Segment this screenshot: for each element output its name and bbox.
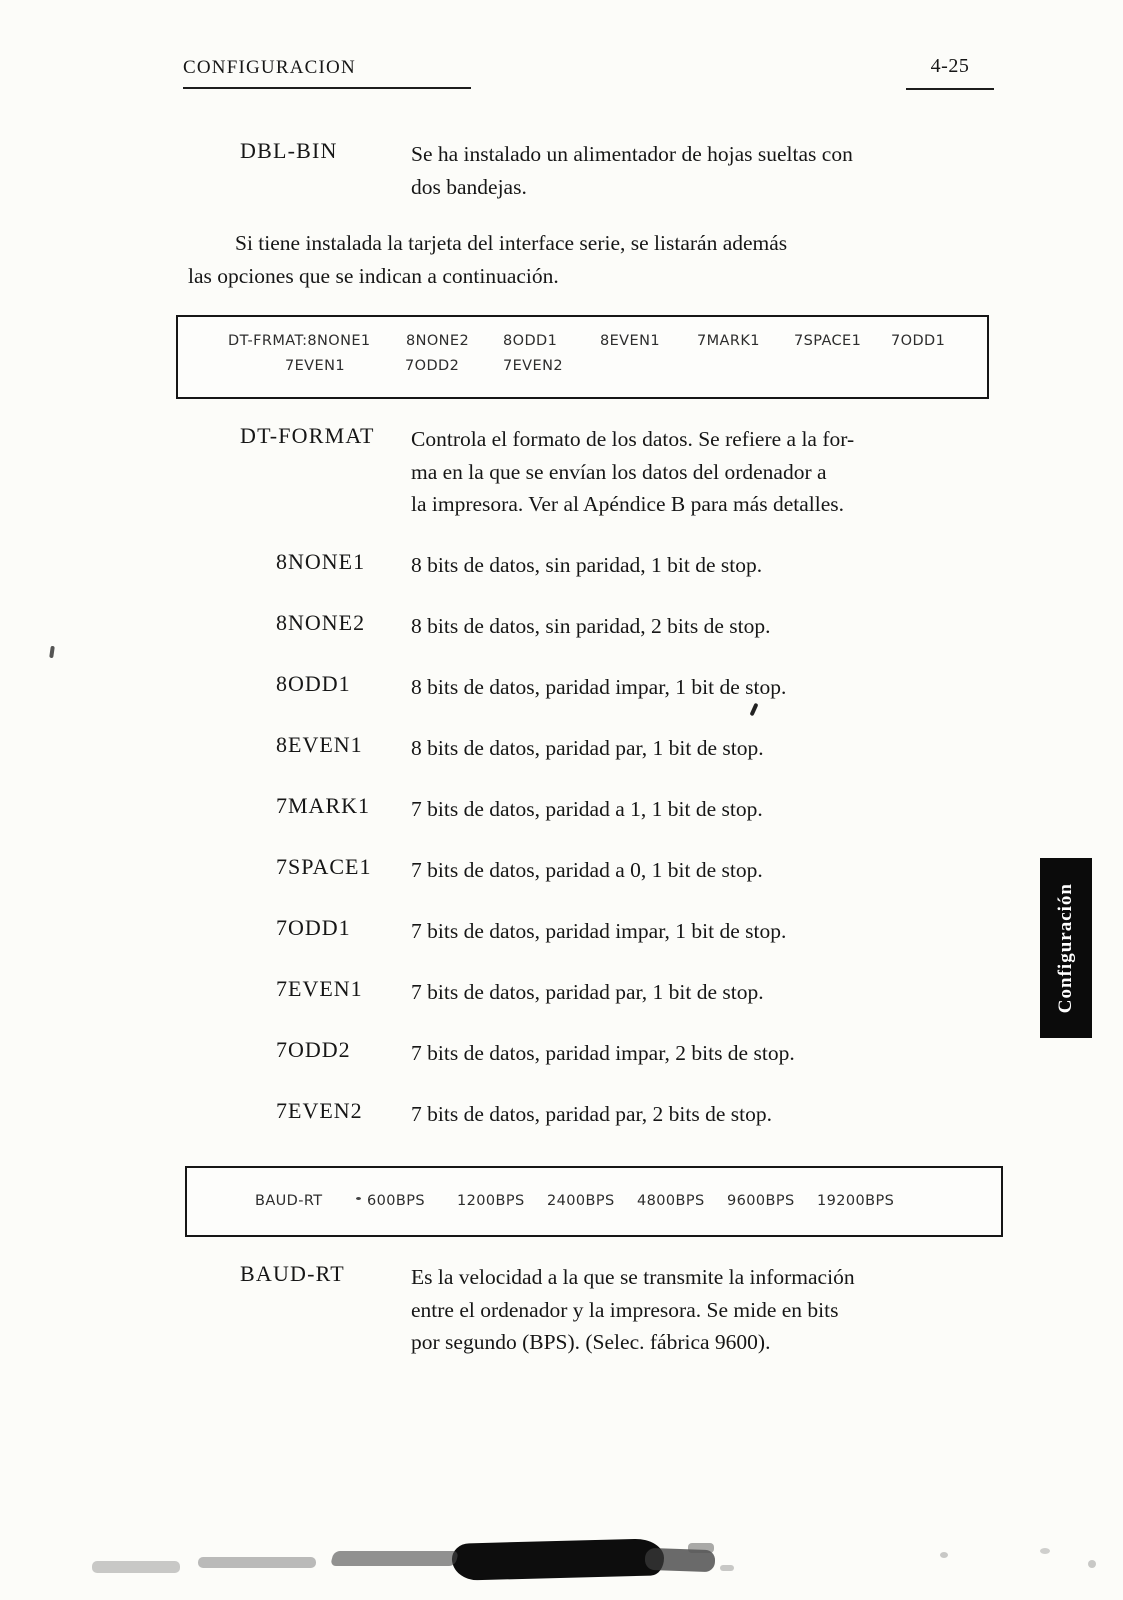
definition-text: 8 bits de datos, sin paridad, 1 bit de stop. (411, 553, 763, 577)
definition-text: Se ha instalado un alimentador de hojas sueltas con dos bandejas. (411, 142, 853, 199)
display-row (255, 1193, 1001, 1209)
entry-dt-format (183, 423, 1015, 521)
option-row (183, 793, 1015, 854)
option-row (183, 976, 1015, 1037)
definition-term: DBL-BIN (240, 138, 338, 163)
definition-text: 7 bits de datos, paridad par, 1 bit de stop. (411, 980, 764, 1004)
definition-term: 7MARK1 (276, 793, 371, 818)
definition-term: 7ODD1 (276, 915, 351, 940)
option-row (183, 915, 1015, 976)
definition-text: 7 bits de datos, paridad impar, 1 bit de stop. (411, 919, 787, 943)
definition-text: Controla el formato de los datos. Se refiere a la for- ma en la que se envían los datos del ordenador a la impresora. Ver al Apéndice B para más detalles. (411, 427, 855, 516)
display-row (285, 358, 987, 374)
definition-text: 8 bits de datos, paridad par, 1 bit de stop. (411, 736, 764, 760)
display-cell: 7EVEN2 (503, 358, 563, 374)
display-row (228, 333, 987, 349)
display-cell: 2400BPS (547, 1193, 615, 1209)
option-row (183, 732, 1015, 793)
definition-term: BAUD-RT (240, 1261, 345, 1286)
display-cell: DT-FRMAT:8NONE1 (228, 333, 371, 349)
data-format-options-list (183, 549, 1015, 1159)
intro-paragraph: Si tiene instalada la tarjeta del interface serie, se listarán además las opciones que se indican a continuación. (188, 231, 788, 288)
scan-artifact (452, 1538, 665, 1581)
display-cell: 7ODD1 (891, 333, 946, 349)
display-cell: 9600BPS (727, 1193, 795, 1209)
display-cell: 7ODD2 (405, 358, 460, 374)
definition-term: 7EVEN1 (276, 976, 363, 1001)
scan-artifact (356, 1197, 361, 1200)
definition-text: 7 bits de datos, paridad impar, 2 bits de stop. (411, 1041, 795, 1065)
definition-term: 8NONE1 (276, 549, 366, 574)
option-row (183, 671, 1015, 732)
entry-baud-rt (183, 1261, 1015, 1359)
definition-term: DT-FORMAT (240, 423, 375, 448)
definition-text: 8 bits de datos, paridad impar, 1 bit de stop. (411, 675, 787, 699)
display-cell: 7SPACE1 (794, 333, 862, 349)
scan-artifact (1088, 1560, 1096, 1568)
printer-display-dt-format (176, 315, 989, 399)
option-row (183, 549, 1015, 610)
display-cell: 8NONE2 (406, 333, 470, 349)
scan-artifact (92, 1561, 180, 1573)
scan-artifact (720, 1565, 734, 1571)
display-cell: 8EVEN1 (600, 333, 660, 349)
definition-term: 8EVEN1 (276, 732, 363, 757)
scan-artifact (49, 646, 55, 658)
option-row (183, 854, 1015, 915)
scan-artifact (330, 1551, 459, 1566)
chapter-side-tab (1040, 858, 1092, 1038)
option-row (183, 1098, 1015, 1159)
definition-term: 8NONE2 (276, 610, 366, 635)
definition-text: 7 bits de datos, paridad par, 2 bits de stop. (411, 1102, 772, 1126)
definition-text: 7 bits de datos, paridad a 0, 1 bit de stop. (411, 858, 763, 882)
display-cell: 8ODD1 (503, 333, 558, 349)
display-cell: 19200BPS (817, 1193, 895, 1209)
definition-term: 7EVEN2 (276, 1098, 363, 1123)
option-row (183, 1037, 1015, 1098)
chapter-side-tab-label: Configuración (1055, 882, 1076, 1014)
definition-term: 7SPACE1 (276, 854, 372, 879)
display-cell: BAUD-RT (255, 1193, 323, 1209)
definition-term: 8ODD1 (276, 671, 351, 696)
display-cell: 1200BPS (457, 1193, 525, 1209)
scan-artifact (198, 1557, 316, 1568)
header-section-title: CONFIGURACION (183, 57, 471, 89)
entry-dbl-bin (183, 138, 1015, 203)
display-cell: 7EVEN1 (285, 358, 345, 374)
display-cell: 4800BPS (637, 1193, 705, 1209)
scan-artifact (940, 1552, 948, 1558)
scan-artifact (688, 1543, 714, 1553)
display-cell: 600BPS (367, 1193, 425, 1209)
option-row (183, 610, 1015, 671)
header-page-number: 4-25 (906, 55, 994, 90)
definition-term: 7ODD2 (276, 1037, 351, 1062)
display-cell: 7MARK1 (697, 333, 760, 349)
definition-text: 7 bits de datos, paridad a 1, 1 bit de stop. (411, 797, 763, 821)
definition-text: Es la velocidad a la que se transmite la información entre el ordenador y la impresora. Se mide en bits por segundo (BPS). (Selec. fábrica 9600). (411, 1265, 855, 1354)
printer-display-baud-rate (185, 1166, 1003, 1237)
scan-artifact (1040, 1548, 1050, 1554)
definition-text: 8 bits de datos, sin paridad, 2 bits de stop. (411, 614, 771, 638)
